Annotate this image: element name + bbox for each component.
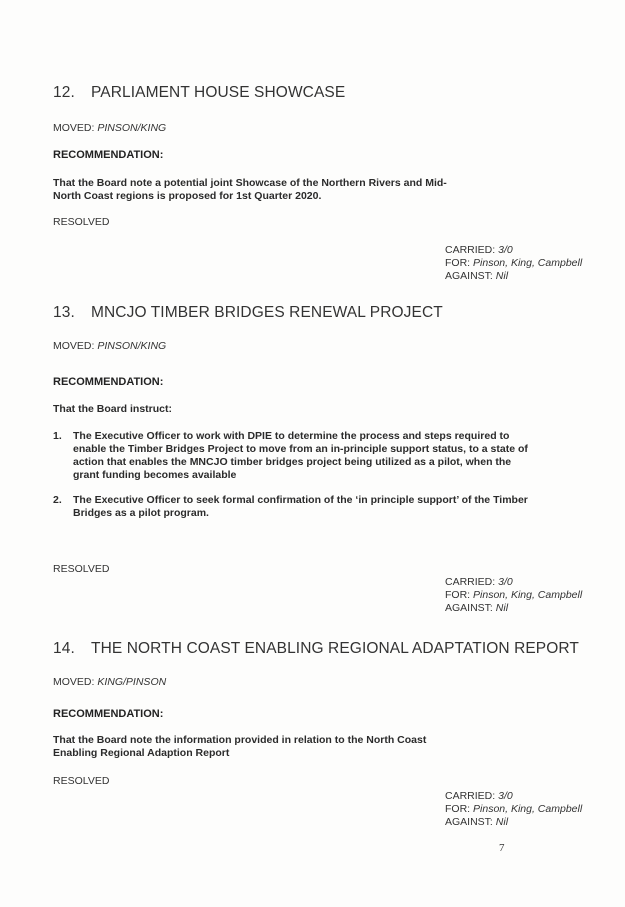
section-title: THE NORTH COAST ENABLING REGIONAL ADAPTATION REPORT <box>91 640 579 657</box>
carried-value: 3/0 <box>498 790 513 802</box>
resolved-label: RESOLVED <box>53 563 110 575</box>
moved-label: MOVED: <box>53 340 95 352</box>
against-label: AGAINST: <box>445 270 493 282</box>
for-line <box>445 257 582 270</box>
moved-label: MOVED: <box>53 122 95 134</box>
item-line: action that enables the MNCJO timber bridges project being utilized as a pilot, when the <box>73 456 512 468</box>
section-title: MNCJO TIMBER BRIDGES RENEWAL PROJECT <box>91 304 443 321</box>
resolved-label: RESOLVED <box>53 216 110 228</box>
against-line <box>445 270 582 283</box>
section-title: PARLIAMENT HOUSE SHOWCASE <box>91 84 346 101</box>
section-number: 13. <box>53 304 75 321</box>
recommendation-label: RECOMMENDATION: <box>53 708 164 720</box>
carried-line <box>445 790 582 803</box>
moved-line <box>53 676 166 688</box>
text-line: That the Board note a potential joint Showcase of the Northern Rivers and Mid- <box>53 177 447 189</box>
moved-line <box>53 340 166 352</box>
item-line: Bridges as a pilot program. <box>73 507 209 519</box>
text-line: North Coast regions is proposed for 1st Quarter 2020. <box>53 190 322 202</box>
item-number: 2. <box>53 494 62 506</box>
item-line: grant funding becomes available <box>73 469 237 481</box>
resolved-label: RESOLVED <box>53 775 110 787</box>
against-value: Nil <box>495 270 509 282</box>
list-item <box>53 430 593 482</box>
for-label: FOR: <box>445 257 471 269</box>
recommendation-text <box>53 734 426 760</box>
carried-value: 3/0 <box>498 244 513 256</box>
against-label: AGAINST: <box>445 816 493 828</box>
section-12-heading <box>53 84 345 102</box>
for-line <box>445 589 582 602</box>
carried-label: CARRIED: <box>445 244 496 256</box>
moved-value: PINSON/KING <box>97 122 167 134</box>
text-line: Enabling Regional Adaption Report <box>53 747 230 759</box>
against-value: Nil <box>495 602 509 614</box>
for-label: FOR: <box>445 803 471 815</box>
for-line <box>445 803 582 816</box>
against-line <box>445 816 582 829</box>
against-value: Nil <box>495 816 509 828</box>
for-value: Pinson, King, Campbell <box>473 257 583 269</box>
section-14-heading <box>53 640 579 658</box>
carried-line <box>445 244 582 257</box>
recommendation-list <box>53 430 593 520</box>
for-value: Pinson, King, Campbell <box>473 803 583 815</box>
for-label: FOR: <box>445 589 471 601</box>
moved-line <box>53 122 166 134</box>
carried-value: 3/0 <box>498 576 513 588</box>
recommendation-text <box>53 177 447 203</box>
section-number: 12. <box>53 84 75 101</box>
against-line <box>445 602 582 615</box>
against-label: AGAINST: <box>445 602 493 614</box>
recommendation-intro: That the Board instruct: <box>53 403 173 415</box>
page-number: 7 <box>499 842 505 854</box>
for-value: Pinson, King, Campbell <box>473 589 583 601</box>
recommendation-label: RECOMMENDATION: <box>53 376 164 388</box>
carried-label: CARRIED: <box>445 790 496 802</box>
moved-label: MOVED: <box>53 676 95 688</box>
section-13-heading <box>53 304 443 322</box>
carried-label: CARRIED: <box>445 576 496 588</box>
item-number: 1. <box>53 430 62 442</box>
list-item <box>53 494 593 520</box>
recommendation-label: RECOMMENDATION: <box>53 149 164 161</box>
vote-result <box>445 576 582 615</box>
item-line: enable the Timber Bridges Project to move from an in-principle support status, to a state of <box>73 443 528 455</box>
moved-value: KING/PINSON <box>97 676 167 688</box>
moved-value: PINSON/KING <box>97 340 167 352</box>
vote-result <box>445 790 582 829</box>
item-line: The Executive Officer to work with DPIE to determine the process and steps required to <box>73 430 510 442</box>
vote-result <box>445 244 582 283</box>
carried-line <box>445 576 582 589</box>
text-line: That the Board note the information provided in relation to the North Coast <box>53 734 427 746</box>
section-number: 14. <box>53 640 75 657</box>
item-line: The Executive Officer to seek formal confirmation of the ‘in principle support’ of the Timber <box>73 494 528 506</box>
